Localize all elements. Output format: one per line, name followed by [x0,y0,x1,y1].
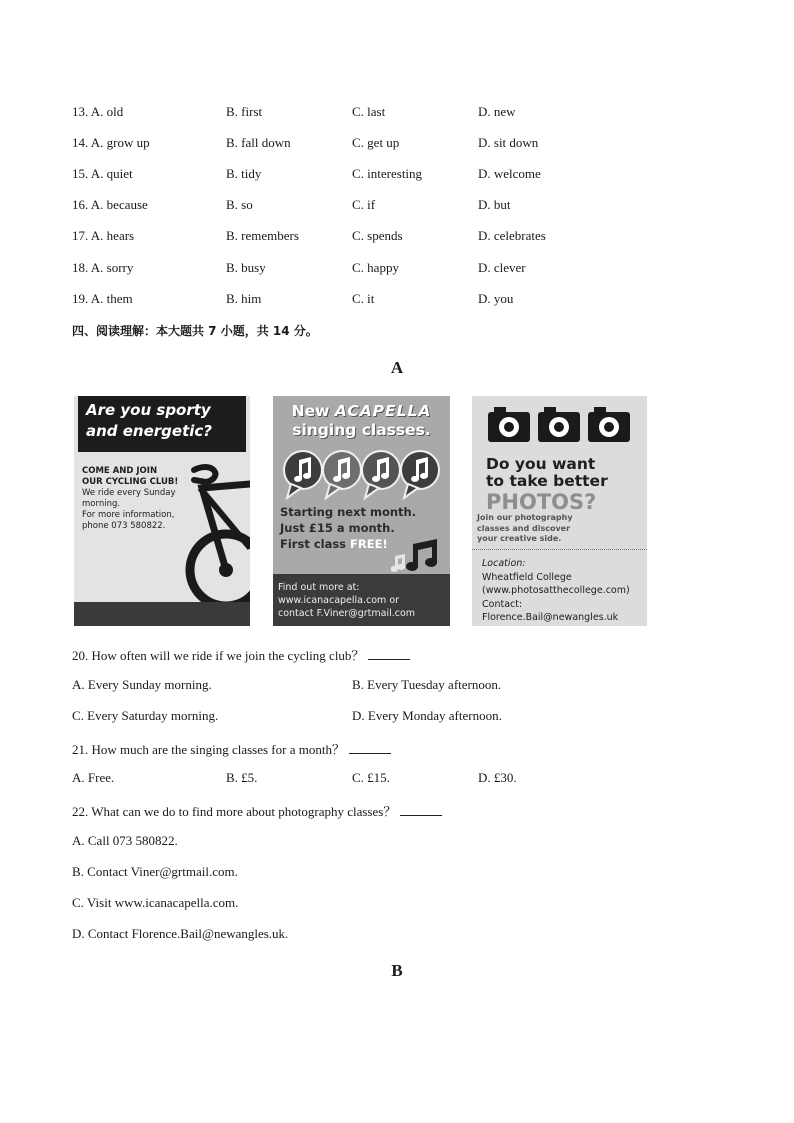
option-d: D. sit down [478,135,539,150]
option-a: A. Call 073 580822. [72,833,178,848]
ad-line: We ride every Sunday [82,488,176,498]
ad-line: Starting next month. [280,505,417,519]
option-d: D. Every Monday afternoon. [352,708,502,723]
passage-label-b: B [391,961,403,980]
question-text: 20. How often will we ride if we join the cycling club？ [72,648,365,663]
ad-footer-text [278,581,450,620]
option-b: B. busy [226,260,266,275]
camera-icons [486,404,636,444]
ad-footer [273,574,450,626]
option-c: C. Every Saturday morning. [72,708,219,723]
option-a: 17. A. hears [72,228,135,243]
option-d: D. £30. [478,770,517,785]
option-b: B. him [226,291,262,306]
ad-headline: COME AND JOIN [82,466,158,476]
option-a: A. Free. [72,770,115,785]
ad-info [482,557,647,625]
answer-blank [400,804,442,816]
cycling-club-ad [74,396,250,626]
option-d: D. celebrates [478,228,546,243]
ad-divider [472,549,647,550]
option-d: D. new [478,104,516,119]
ad-line-part: First class [280,537,351,551]
option-c: C. £15. [352,770,390,785]
option-c: C. last [352,104,386,119]
question-stem [72,739,391,758]
option-c: C. if [352,197,376,212]
option-c: C. get up [352,135,400,150]
option-d: D. Contact Florence.Bail@newangles.uk. [72,926,289,941]
ad-headline-photos: PHOTOS? [486,490,597,514]
ad-title-acapella: ACAPELLA [334,402,432,420]
option-b: B. first [226,104,263,119]
photography-classes-ad [472,396,647,626]
option-b: B. Every Tuesday afternoon. [352,677,502,692]
ad-location-label: Location: [482,558,526,569]
question-stem [72,645,410,664]
music-notes-icon [281,446,446,506]
option-a: 14. A. grow up [72,135,150,150]
option-d: D. you [478,291,514,306]
ad-title-part: New [291,402,335,420]
ad-line: Just £15 a month. [280,521,395,535]
option-d: D. clever [478,260,526,275]
ad-footer-line: Find out more at: [278,582,360,593]
option-a: 13. A. old [72,104,124,119]
ad-footer-line: www.icanacapella.com or [278,595,400,606]
option-a: 15. A. quiet [72,166,133,181]
ad-small-line: classes and discover [477,523,571,533]
ad-small-text [477,513,637,545]
question-text: 21. How much are the singing classes for a month？ [72,742,345,757]
ad-contact-label: Contact: [482,598,523,610]
option-c: C. spends [352,228,403,243]
ad-headline [486,456,646,515]
option-c: C. it [352,291,375,306]
passage-label-a: A [390,358,404,377]
music-note-icon [391,538,445,572]
singing-classes-ad [273,396,450,626]
option-c: C. Visit www.icanacapella.com. [72,895,239,910]
answer-blank [349,742,391,754]
option-b: B. fall down [226,135,291,150]
ad-title-part: singing classes. [292,421,431,439]
option-b: B. Contact Viner@grtmail.com. [72,864,238,879]
ad-location-line: (www.photosatthecollege.com) [482,585,630,596]
option-d: D. but [478,197,511,212]
option-b: B. £5. [226,770,258,785]
ad-headline: OUR CYCLING CLUB! [82,477,179,487]
option-a: 18. A. sorry [72,260,134,275]
ad-bottom-bar [74,602,250,626]
ad-location-line: Wheatfield College [482,571,572,583]
section-heading: 四、阅读理解：本大题共 7 小题，共 14 分。 [72,324,318,338]
option-a: 19. A. them [72,291,133,306]
ad-free-label: FREE! [350,537,388,551]
answer-blank [368,648,410,660]
option-b: B. so [226,197,253,212]
ad-title [273,402,450,440]
option-c: C. happy [352,260,399,275]
ad-small-line: Join our photography [477,513,573,522]
option-a: A. Every Sunday morning. [72,677,212,692]
option-b: B. remembers [226,228,299,243]
ad-footer-line: contact F.Viner@grtmail.com [278,608,416,619]
ad-small-line: your creative side. [477,534,562,543]
ad-headline-line: to take better [486,472,608,490]
bicycle-icon [154,458,250,608]
option-a: 16. A. because [72,197,148,212]
ad-line: morning. [82,499,121,509]
ad-line: phone 073 580822. [82,521,166,531]
option-b: B. tidy [226,166,262,181]
question-text: 22. What can we do to find more about photography classes？ [72,804,397,819]
ad-banner-text: Are you sporty and energetic? [86,401,212,440]
option-d: D. welcome [478,166,541,181]
ad-contact-value: Florence.Bail@newangles.uk [482,612,619,623]
ad-headline-line: Do you want [486,455,596,473]
option-c: C. interesting [352,166,423,181]
ad-line: For more information, [82,510,175,520]
question-stem [72,801,442,820]
